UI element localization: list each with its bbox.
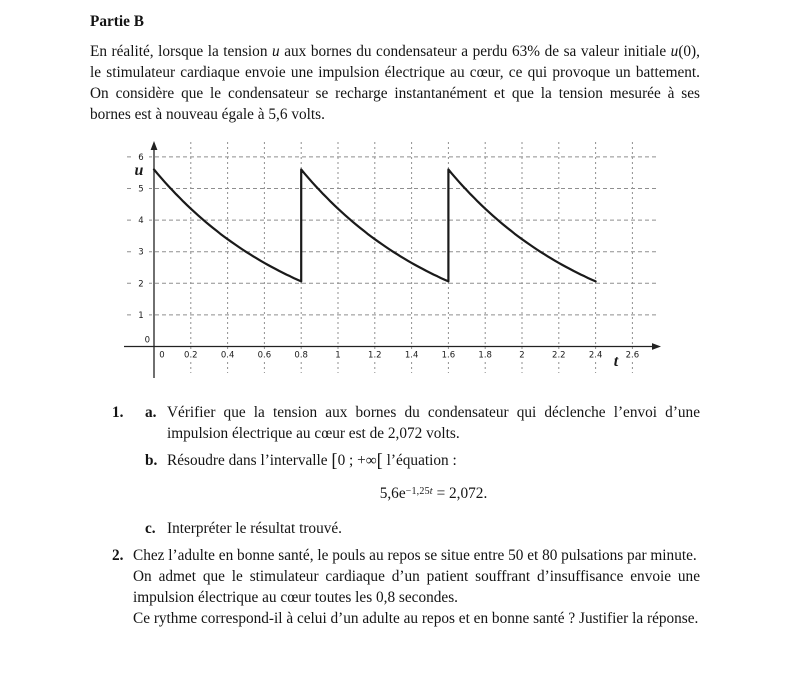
svg-text:0: 0 xyxy=(159,350,165,361)
svg-text:0.4: 0.4 xyxy=(220,350,235,361)
question-2-paragraph: Chez l’adulte en bonne santé, le pouls au repos se situe entre 50 et 80 pulsations par minute. xyxy=(133,546,697,564)
question-1c-label: c. xyxy=(145,519,156,537)
question-2 xyxy=(90,545,700,629)
equation: $5,6e^{-1,25t} = 2,072$. xyxy=(379,484,488,502)
svg-text:2.4: 2.4 xyxy=(588,350,603,361)
x-axis-label: t xyxy=(613,353,619,370)
svg-text:0: 0 xyxy=(144,335,150,346)
svg-text:2: 2 xyxy=(519,350,525,361)
voltage-curve xyxy=(154,170,596,282)
axes xyxy=(124,141,661,378)
svg-text:0.2: 0.2 xyxy=(184,350,198,361)
svg-text:0.6: 0.6 xyxy=(257,350,272,361)
question-2-paragraph: Ce rythme correspond-il à celui d’un adulte au repos et en bonne santé ? Justifier la réponse. xyxy=(133,609,699,627)
question-1a-text: Vérifier que la tension aux bornes du condensateur qui déclenche l’envoi d’une impulsion électrique au cœur est de 2,072 volts. xyxy=(167,404,700,442)
svg-text:2.6: 2.6 xyxy=(625,350,640,361)
svg-text:1.6: 1.6 xyxy=(441,350,456,361)
question-1-parts xyxy=(145,402,700,545)
svg-text:4: 4 xyxy=(138,216,144,227)
question-1a-label: a. xyxy=(145,404,157,421)
voltage-time-chart xyxy=(124,140,700,380)
section-title: Partie B xyxy=(90,13,144,30)
grid-lines xyxy=(127,142,656,373)
svg-text:2: 2 xyxy=(138,279,144,290)
question-1-number: 1. xyxy=(112,404,124,421)
question-2-number: 2. xyxy=(112,546,124,564)
question-1c xyxy=(145,518,700,539)
svg-text:1.2: 1.2 xyxy=(368,350,382,361)
question-1 xyxy=(90,402,700,545)
questions-block xyxy=(90,402,700,629)
svg-text:0.8: 0.8 xyxy=(294,350,308,361)
svg-text:1: 1 xyxy=(138,310,144,321)
svg-text:1.4: 1.4 xyxy=(404,350,419,361)
question-1b-label: b. xyxy=(145,452,158,469)
tick-labels xyxy=(134,152,640,360)
question-1a xyxy=(145,402,700,444)
question-1c-text: Interpréter le résultat trouvé. xyxy=(167,519,342,537)
svg-text:2.2: 2.2 xyxy=(552,350,566,361)
svg-text:6: 6 xyxy=(138,152,144,163)
question-1b xyxy=(145,450,700,473)
svg-text:1.8: 1.8 xyxy=(478,350,492,361)
intro-paragraph: En réalité, lorsque la tension u aux bornes du condensateur a perdu 63% de sa valeur initiale u(0), le stimulateur cardiaque envoie une impulsion électrique au cœur, ce qui provoque un battement. On considère que le condensateur se recharge instantanément et que la tension mesurée à ses bornes est à nouveau égale à 5,6 volts. xyxy=(90,43,700,123)
question-1b-text: Résoudre dans l’intervalle [0 ; +∞[ l’équation : xyxy=(167,451,457,472)
svg-text:1: 1 xyxy=(335,350,341,361)
chart-canvas xyxy=(124,140,664,380)
y-axis-label: u xyxy=(134,162,144,179)
svg-text:5: 5 xyxy=(138,184,144,195)
svg-text:3: 3 xyxy=(138,247,144,258)
question-2-paragraph: On admet que le stimulateur cardiaque d’un patient souffrant d’insuffisance envoie une impulsion électrique au cœur toutes les 0,8 secondes. xyxy=(133,567,700,606)
question-2-text xyxy=(133,545,700,629)
